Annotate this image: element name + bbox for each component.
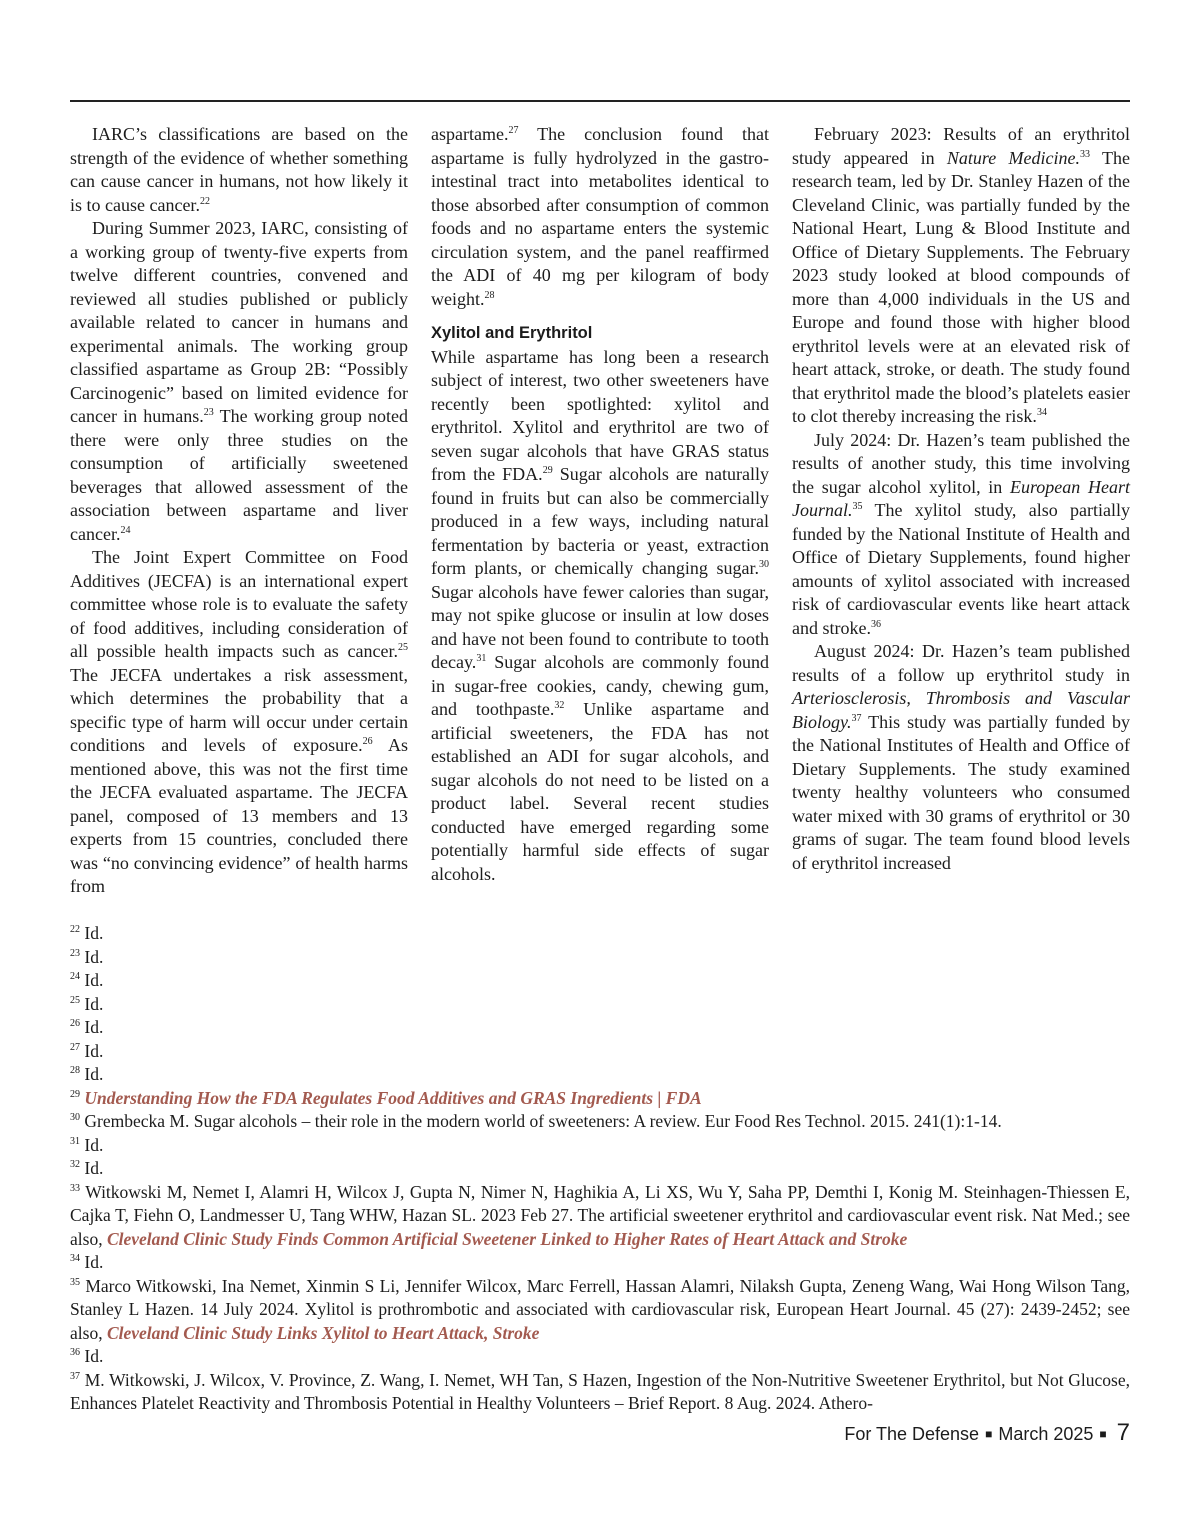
paragraph: July 2024: Dr. Hazen’s team published the results of another study, this time involving the sugar alcohol xylitol, in European Heart Journal.$^{35}$ The xylitol study, also partially funded by the National Institute of Health and Office of Dietary Supplements, found higher amounts of xylitol associated with increased risk of cardiovascular events like heart attack and stroke.$^{36}$ [792,429,1130,638]
paragraph: While aspartame has long been a research subject of interest, two other sweeteners have recently been spotlighted: xylitol and erythritol. Xylitol and erythritol are two of seven sugar alcohols that have GRAS status from the FDA.$^{29}$ Sugar alcohols are naturally found in fruits but can also be commercially produced in a few ways, including natural fermentation by bacteria or yeast, extraction form plants, or chemically changing sugar.$^{30}$ Sugar alcohols have fewer calories than sugar, may not spike glucose or insulin at low doses and have not been found to contribute to tooth decay.$^{31}$ Sugar alcohols are commonly found in sugar-free cookies, candy, chewing gum, and toothpaste.$^{32}$ Unlike aspartame and artificial sweeteners, the FDA has not established an ADI for sugar alcohols, and sugar alcohols do not need to be listed on a product label. Several recent studies conducted have emerged regarding some potentially harmful side effects of sugar alcohols. [431,346,769,884]
page-number: 7 [1116,1419,1130,1446]
footnote-link[interactable]: Cleveland Clinic Study Finds Common Artificial Sweetener Linked to Higher Rates of Heart Attack and Stroke [106,1228,908,1249]
footnote: $^{36}$ Id. [70,1346,104,1366]
separator-bullet: ■ [985,1427,993,1441]
footnote: $^{22}$ Id. [70,923,104,943]
column-2 [431,123,769,886]
footnote: $^{34}$ Id. [70,1252,104,1272]
issue-date: March 2025 [998,1424,1094,1444]
top-rule [70,100,1130,102]
footnotes [70,922,1130,1416]
footnote: $^{32}$ Id. [70,1158,104,1178]
section-heading: Xylitol and Erythritol [431,324,593,342]
separator-bullet: ■ [1099,1427,1107,1441]
publication-name: For The Defense [844,1424,980,1444]
footnote: $^{30}$ Grembecka M. Sugar alcohols – their role in the modern world of sweeteners: A review. Eur Food Res Technol. 2015. 241(1):1-14. [70,1111,1002,1131]
footnote: $^{35}$ Marco Witkowski, Ina Nemet, Xinmin S Li, Jennifer Wilcox, Marc Ferrell, Hassan Alamri, Nilaksh Gupta, Zeneng Wang, Wai Hong Wilson Tang, Stanley L Hazen. 14 July 2024. Xylitol is prothrombotic and associated with cardiovascular risk, European Heart Journal. 45 (27): 2439-2452; see also, Cleveland Clinic Study Links Xylitol to Heart Attack, Stroke [70,1275,1130,1343]
footnote: $^{25}$ Id. [70,993,104,1014]
footnote: $^{23}$ Id. [70,946,104,967]
footnote: $^{28}$ Id. [70,1064,104,1084]
footnote: $^{24}$ Id. [70,970,104,990]
footnote: $^{31}$ Id. [70,1134,104,1155]
footnote-link[interactable]: Understanding How the FDA Regulates Food Additives and GRAS Ingredients | FDA [84,1087,702,1108]
paragraph: IARC’s classifications are based on the strength of the evidence of whether something can cause cancer in humans, not how likely it is to cause cancer.$^{22}$ [70,124,408,215]
paragraph: aspartame.$^{27}$ The conclusion found that aspartame is fully hydrolyzed in the gastrointestinal tract into metabolites identical to those absorbed after consumption of common foods and no aspartame enters the systemic circulation system, and the panel reaffirmed the ADI of 40 mg per kilogram of body weight.$^{28}$ [431,124,769,309]
footnote: $^{37}$ M. Witkowski, J. Wilcox, V. Province, Z. Wang, I. Nemet, WH Tan, S Hazen, Ingestion of the Non-Nutritive Sweetener Erythritol, but Not Glucose, Enhances Platelet Reactivity and Thrombosis Potential in Healthy Volunteers – Brief Report. 8 Aug. 2024. Athero- [70,1369,1131,1413]
paragraph: During Summer 2023, IARC, consisting of a working group of twenty-five experts from twelve different countries, convened and reviewed all studies published or publicly available related to cancer in humans and experimental animals. The working group classified aspartame as Group 2B: “Possibly Carcinogenic” based on limited evidence for cancer in humans.$^{23}$ The working group noted there were only three studies on the consumption of artificially sweetened beverages that allowed assessment of the association between aspartame and liver cancer.$^{24}$ [70,218,408,544]
paragraph: The Joint Expert Committee on Food Additives (JECFA) is an international expert committee whose role is to evaluate the safety of food additives, including consideration of all possible health impacts such as cancer.$^{25}$ The JECFA undertakes a risk assessment, which determines the probability that a specific type of harm will occur under certain conditions and levels of exposure.$^{26}$ As mentioned above, this was not the first time the JECFA evaluated aspartame. The JECFA panel, composed of 13 members and 13 experts from 15 countries, concluded there was “no convincing evidence” of health harms from [70,547,408,896]
page-footer [844,1419,1130,1447]
footnote-link[interactable]: Cleveland Clinic Study Links Xylitol to Heart Attack, Stroke [106,1322,540,1343]
column-1 [70,123,408,899]
footnote: $^{27}$ Id. [70,1040,104,1061]
footnote: $^{29}$ Understanding How the FDA Regulates Food Additives and GRAS Ingredients | FDA [70,1087,702,1108]
paragraph: August 2024: Dr. Hazen’s team published results of a follow up erythritol study in Arteriosclerosis, Thrombosis and Vascular Biology.$^{37}$ This study was partially funded by the National Institutes of Health and Office of Dietary Supplements. The study examined twenty healthy volunteers who consumed water mixed with 30 grams of erythritol or 30 grams of sugar. The team found blood levels of erythritol increased [792,641,1130,873]
footnote: $^{26}$ Id. [70,1017,104,1037]
footnote: $^{33}$ Witkowski M, Nemet I, Alamri H, Wilcox J, Gupta N, Nimer N, Haghikia A, Li XS, Wu Y, Saha PP, Demthi I, Konig M. Steinhagen-Thiessen E, Cajka T, Fiehn O, Landmesser U, Tang WHW, Hazan SL. 2023 Feb 27. The artificial sweetener erythritol and cardiovascular event risk. Nat Med.; see also, Cleveland Clinic Study Finds Common Artificial Sweetener Linked to Higher Rates of Heart Attack and Stroke [70,1181,1130,1249]
column-3 [792,123,1130,875]
paragraph: February 2023: Results of an erythritol study appeared in Nature Medicine.$^{33}$ The research team, led by Dr. Stanley Hazen of the Cleveland Clinic, was partially funded by the National Heart, Lung & Blood Institute and Office of Dietary Supplements. The February 2023 study looked at blood compounds of more than 4,000 individuals in the US and Europe and found those with higher blood erythritol levels were at an elevated risk of heart attack, stroke, or death. The study found that erythritol made the blood’s platelets easier to clot thereby increasing the risk.$^{34}$ [792,124,1130,426]
